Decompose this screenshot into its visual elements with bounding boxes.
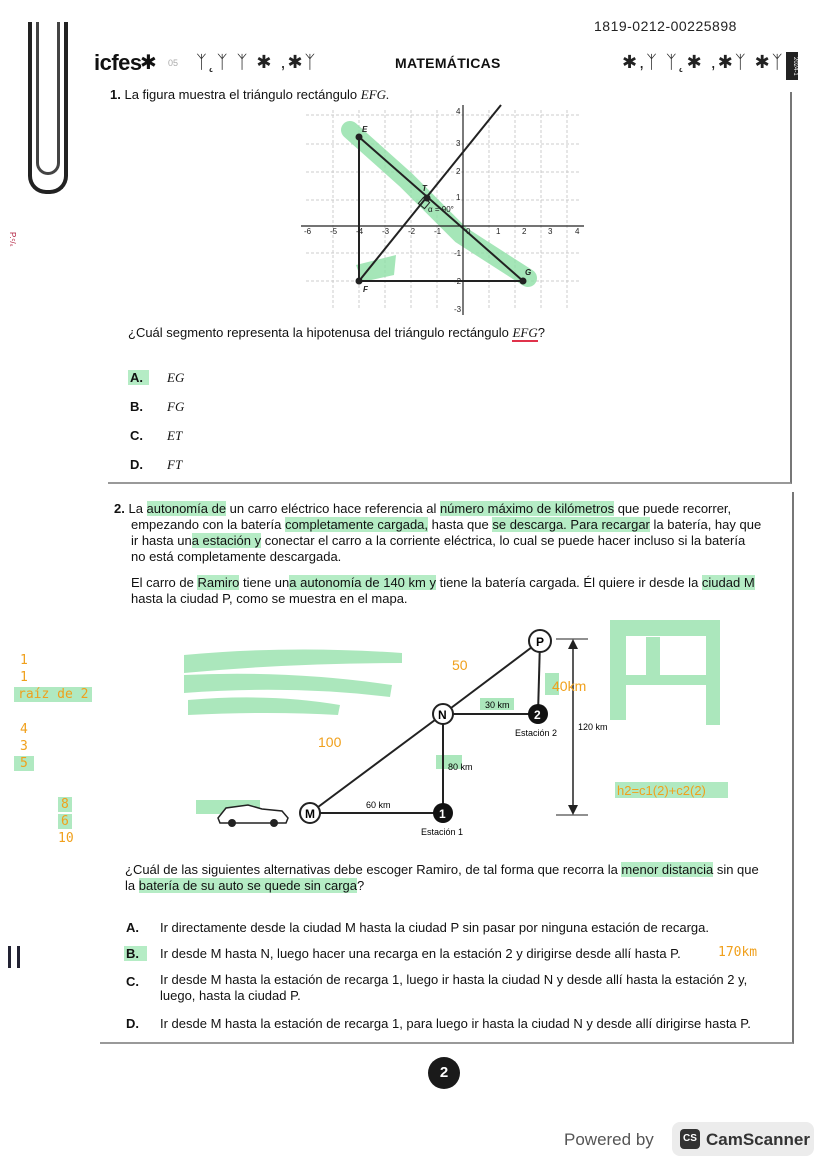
- distance-vertical: 120 km: [578, 722, 608, 732]
- car-icon: [218, 805, 288, 827]
- text: la: [125, 878, 139, 893]
- q1-prompt-var: EFG.: [360, 87, 390, 102]
- camscanner-brand: CamScanner: [706, 1130, 810, 1149]
- y-tick-labels: [454, 107, 462, 314]
- city-p-label: P: [536, 635, 545, 649]
- note-left-8: 6: [58, 814, 72, 829]
- label-e: E: [362, 125, 368, 134]
- text: hasta que: [428, 517, 493, 532]
- x-tick: -3: [382, 227, 390, 236]
- q1-option-b-text[interactable]: FG: [167, 399, 185, 414]
- text: no está completamente descargada.: [131, 549, 342, 564]
- q2-paragraph-1: [114, 501, 782, 565]
- q2-option-d-text[interactable]: Ir desde M hasta la estación de recarga 1, para luego ir hasta la ciudad N y desde allí dirigirse hasta P.: [160, 1016, 751, 1031]
- text: conectar el carro a la corriente eléctrica, lo cual se puede hacer incluso si la batería: [261, 533, 746, 548]
- q1-question-suffix: ?: [537, 325, 545, 340]
- q2-option-b-text[interactable]: Ir desde M hasta N, luego hacer una recarga en la estación 2 y dirigirse desde allí hasta P.: [160, 946, 681, 961]
- arrow-up-icon: [568, 639, 578, 649]
- header-deco-right: ✱,ᛉ ᛉ˛✱ ,✱ᛉ ✱ᛉ: [622, 52, 785, 72]
- text: hasta la ciudad P, como se muestra en el mapa.: [131, 591, 408, 606]
- text: tiene un: [239, 575, 290, 590]
- text: ir hasta un: [131, 533, 192, 548]
- q2-option-c-line1: Ir desde M hasta la estación de recarga 1, luego ir hasta la ciudad N y desde allí hasta la estación 2 y,: [160, 972, 748, 987]
- text: un carro eléctrico hace referencia al: [226, 501, 440, 516]
- camscanner-logo-icon: CS: [680, 1129, 700, 1149]
- y-tick: 2: [456, 167, 461, 176]
- q1-option-a-letter[interactable]: A.: [128, 370, 149, 385]
- note-50: 50: [452, 657, 468, 673]
- highlight: número máximo de kilómetros: [439, 501, 615, 516]
- city-m-label: M: [305, 807, 315, 821]
- q1-number: 1.: [110, 87, 121, 102]
- x-tick: -2: [408, 227, 416, 236]
- distance-m-1: 60 km: [366, 800, 391, 810]
- highlight: a estación y: [191, 533, 262, 548]
- q2-question: [125, 862, 785, 894]
- x-tick: 0: [466, 227, 471, 236]
- x-tick: -4: [356, 227, 364, 236]
- page-title: MATEMÁTICAS: [395, 55, 501, 71]
- document-id: 1819-0212-00225898: [594, 18, 737, 34]
- q1-option-d-letter[interactable]: D.: [130, 457, 143, 472]
- y-tick: 3: [456, 139, 461, 148]
- margin-code: P.ᶜ/ₛ: [8, 232, 17, 247]
- y-tick: 1: [456, 193, 461, 202]
- point-f: [356, 278, 363, 285]
- q1-option-b-letter[interactable]: B.: [130, 399, 143, 414]
- text: ¿Cuál de las siguientes alternativas debe escoger Ramiro, de tal forma que recorra la: [125, 862, 622, 877]
- page-number: 2: [428, 1057, 460, 1089]
- icfes-logo: icfes: [94, 50, 142, 75]
- distance-1-n: 80 km: [448, 762, 473, 772]
- q2-number: 2.: [114, 501, 125, 516]
- highlight: autonomía de: [146, 501, 227, 516]
- x-tick: 2: [522, 227, 527, 236]
- icfes-logo-mark: ✱: [140, 52, 157, 74]
- point-t: [424, 195, 431, 202]
- q2-option-c-text[interactable]: [160, 972, 785, 1004]
- note-pythagoras: h2=c1(2)+c2(2): [617, 783, 706, 798]
- note-left-1: 1: [20, 653, 28, 668]
- arrow-down-icon: [568, 805, 578, 815]
- text: ?: [357, 878, 365, 893]
- q2-option-c-line2: luego, hasta la ciudad P.: [160, 988, 301, 1003]
- station-2-label: Estación 2: [515, 728, 558, 738]
- x-tick: -5: [330, 227, 338, 236]
- header-deco-left: ᛉ˛ᛉ ᛉ ✱ ,✱ᛉ: [196, 52, 318, 72]
- side-tag: 05: [168, 58, 179, 68]
- note-left-7: 8: [58, 797, 72, 812]
- text: la batería, hay que: [649, 517, 762, 532]
- q1-option-a-text[interactable]: EG: [167, 370, 185, 385]
- y-tick: 4: [456, 107, 461, 116]
- note-left-5: 3: [20, 739, 28, 754]
- note-100: 100: [318, 734, 342, 750]
- text: tiene la batería cargada. Él quiere ir desde la: [435, 575, 702, 590]
- station-1-num: 1: [439, 807, 446, 821]
- distance-n-2: 30 km: [485, 700, 510, 710]
- note-left-9: 10: [58, 831, 74, 846]
- q2-paragraph-2: [131, 575, 786, 607]
- text: empezando con la batería: [131, 517, 285, 532]
- q1-graph: [296, 100, 596, 318]
- q2-map: [170, 615, 750, 847]
- x-tick: 1: [496, 227, 501, 236]
- q1-question-text: ¿Cuál segmento representa la hipotenusa del triángulo rectángulo: [128, 325, 509, 340]
- text: La: [128, 501, 147, 516]
- label-g: G: [525, 268, 532, 277]
- highlight: Ramiro: [197, 575, 240, 590]
- highlight: a autonomía de 140 km y: [289, 575, 436, 590]
- q2-option-d-letter[interactable]: D.: [126, 1016, 139, 1031]
- q1-option-c-text[interactable]: ET: [167, 428, 183, 443]
- city-n-label: N: [438, 708, 447, 722]
- q1-question: [128, 325, 545, 341]
- text: El carro de: [131, 575, 198, 590]
- route-m-n: [310, 714, 443, 813]
- station-1-label: Estación 1: [421, 827, 464, 837]
- highlight: completamente cargada,: [284, 517, 429, 532]
- q1-question-var: EFG: [512, 325, 538, 340]
- q1-option-d-text[interactable]: FT: [167, 457, 183, 472]
- y-tick: -1: [454, 249, 462, 258]
- label-f: F: [363, 285, 368, 294]
- highlight: batería de su auto se quede sin carga: [138, 878, 357, 893]
- year-badge: 2024-1: [786, 52, 798, 80]
- note-left-6: 5: [14, 756, 34, 771]
- note-170km: 170km: [718, 945, 758, 960]
- y-tick: -3: [454, 305, 462, 314]
- text: sin que: [713, 862, 759, 877]
- x-tick: -6: [304, 227, 312, 236]
- highlight: menor distancia: [621, 862, 714, 877]
- q2-option-c-letter[interactable]: C.: [126, 974, 139, 989]
- point-g: [520, 278, 527, 285]
- text: que puede recorrer,: [614, 501, 732, 516]
- edge-mark: [8, 946, 20, 968]
- x-tick: -1: [434, 227, 442, 236]
- note-left-3: raíz de 2: [14, 687, 92, 702]
- q1-option-c-letter[interactable]: C.: [130, 428, 143, 443]
- x-tick: 3: [548, 227, 553, 236]
- label-t: T: [422, 184, 427, 193]
- station-2-num: 2: [534, 708, 541, 722]
- note-left-4: 4: [20, 722, 28, 737]
- angle-label: α = 90°: [428, 205, 454, 214]
- x-tick: 4: [575, 227, 580, 236]
- q1-prompt-text: La figura muestra el triángulo rectángulo: [124, 87, 358, 102]
- note-40km: 40km: [552, 678, 587, 694]
- powered-by-text: Powered by: [564, 1130, 654, 1149]
- point-e: [356, 134, 363, 141]
- q2-option-b-letter[interactable]: B.: [124, 946, 147, 961]
- note-left-2: 1: [20, 670, 28, 685]
- q2-option-a-letter[interactable]: A.: [126, 920, 139, 935]
- highlight: se descarga. Para recargar: [492, 517, 650, 532]
- binder-clip-inner: [36, 22, 60, 175]
- y-tick: -2: [454, 277, 462, 286]
- highlight: ciudad M: [701, 575, 755, 590]
- q2-option-a-text[interactable]: Ir directamente desde la ciudad M hasta la ciudad P sin pasar por ninguna estación de recarga.: [160, 920, 709, 935]
